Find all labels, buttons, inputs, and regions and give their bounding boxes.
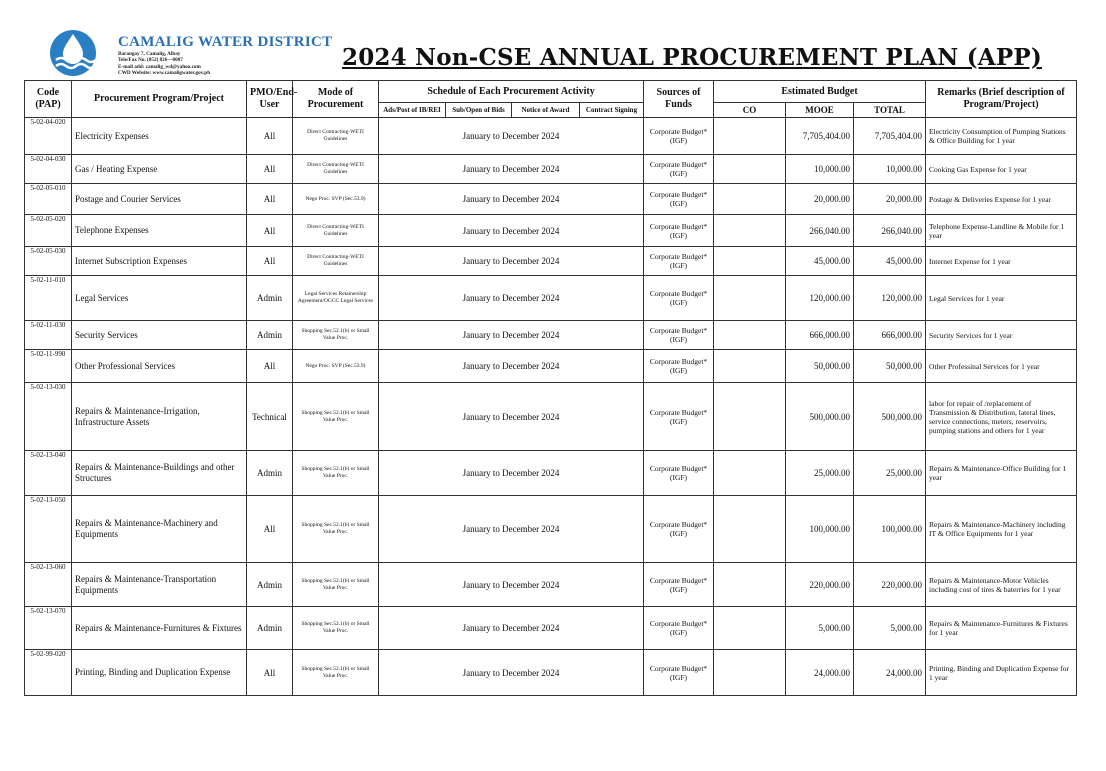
row-program: Telephone Expenses <box>72 215 247 247</box>
row-program: Repairs & Maintenance-Buildings and other Structures <box>72 451 247 496</box>
row-co <box>714 563 786 607</box>
row-source: Corporate Budget*(IGF) <box>644 247 714 276</box>
row-program: Electricity Expenses <box>72 118 247 155</box>
row-schedule: January to December 2024 <box>379 650 644 696</box>
document-title: 2024 Non-CSE ANNUAL PROCUREMENT PLAN (APP) <box>342 44 1042 71</box>
row-code: 5-02-13-050 <box>25 496 72 563</box>
header-budget: Estimated Budget <box>714 81 926 103</box>
table-row <box>25 184 1077 215</box>
header-sched-ads: Ads/Post of IB/REI <box>379 103 446 118</box>
row-pmo: Admin <box>247 321 293 350</box>
row-pmo: All <box>247 247 293 276</box>
row-pmo: All <box>247 496 293 563</box>
row-remarks: Repairs & Maintenance-Machinery including IT & Office Equipments for 1 year <box>926 496 1077 563</box>
row-pmo: All <box>247 118 293 155</box>
row-mooe: 266,040.00 <box>786 215 854 247</box>
row-mode: Shopping Sec.52.1(b) or Small Value Proc. <box>293 383 379 451</box>
row-pmo: Admin <box>247 607 293 650</box>
row-source: Corporate Budget*(IGF) <box>644 276 714 321</box>
row-total: 266,040.00 <box>854 215 926 247</box>
row-co <box>714 155 786 184</box>
row-schedule: January to December 2024 <box>379 350 644 383</box>
row-co <box>714 383 786 451</box>
row-source: Corporate Budget*(IGF) <box>644 607 714 650</box>
row-remarks: Repairs & Maintenance-Motor Vehicles including cost of tires & baterries for 1 year <box>926 563 1077 607</box>
row-program: Repairs & Maintenance-Furnitures & Fixtures <box>72 607 247 650</box>
org-email: E-mail add: camalig_wd@yahoo.com <box>118 63 201 70</box>
row-source: Corporate Budget*(IGF) <box>644 496 714 563</box>
row-program: Repairs & Maintenance-Transportation Equipments <box>72 563 247 607</box>
row-schedule: January to December 2024 <box>379 607 644 650</box>
header-sched-notice: Notice of Award <box>512 103 580 118</box>
row-schedule: January to December 2024 <box>379 383 644 451</box>
header-total: TOTAL <box>854 103 926 118</box>
row-total: 220,000.00 <box>854 563 926 607</box>
row-source: Corporate Budget*(IGF) <box>644 155 714 184</box>
table-row <box>25 383 1077 451</box>
row-remarks: Security Services for 1 year <box>926 321 1077 350</box>
table-row <box>25 247 1077 276</box>
row-remarks: labor for repair of /replacement of Transmission & Distribution, lateral lines, service connections, meters, reservoirs, pumping stations and others for 1 year <box>926 383 1077 451</box>
row-total: 7,705,404.00 <box>854 118 926 155</box>
row-program: Printing, Binding and Duplication Expense <box>72 650 247 696</box>
row-program: Postage and Courier Services <box>72 184 247 215</box>
row-total: 666,000.00 <box>854 321 926 350</box>
table-row <box>25 650 1077 696</box>
header-mooe: MOOE <box>786 103 854 118</box>
row-code: 5-02-05-010 <box>25 184 72 215</box>
row-co <box>714 118 786 155</box>
row-code: 5-02-04-020 <box>25 118 72 155</box>
row-mooe: 100,000.00 <box>786 496 854 563</box>
row-code: 5-02-13-040 <box>25 451 72 496</box>
row-code: 5-02-11-010 <box>25 276 72 321</box>
row-program: Security Services <box>72 321 247 350</box>
row-program: Repairs & Maintenance-Irrigation, Infrastructure Assets <box>72 383 247 451</box>
row-total: 45,000.00 <box>854 247 926 276</box>
row-code: 5-02-99-020 <box>25 650 72 696</box>
procurement-plan-table <box>24 80 1077 696</box>
row-mode: Direct Contracting-WETI Guidelines <box>293 215 379 247</box>
row-mode: Direct Contracting-WETI Guidelines <box>293 155 379 184</box>
row-mooe: 120,000.00 <box>786 276 854 321</box>
row-mooe: 24,000.00 <box>786 650 854 696</box>
row-total: 25,000.00 <box>854 451 926 496</box>
row-remarks: Legal Services for 1 year <box>926 276 1077 321</box>
row-source: Corporate Budget*(IGF) <box>644 321 714 350</box>
row-source: Corporate Budget*(IGF) <box>644 650 714 696</box>
row-pmo: Admin <box>247 451 293 496</box>
table-row <box>25 350 1077 383</box>
row-remarks: Repairs & Maintenance-Office Building for 1 year <box>926 451 1077 496</box>
row-pmo: Technical <box>247 383 293 451</box>
row-remarks: Repairs & Maintenance-Furnitures & Fixtures for 1 year <box>926 607 1077 650</box>
row-mooe: 50,000.00 <box>786 350 854 383</box>
row-program: Internet Subscription Expenses <box>72 247 247 276</box>
row-pmo: All <box>247 215 293 247</box>
row-total: 50,000.00 <box>854 350 926 383</box>
header-sched-contract: Contract Signing <box>580 103 644 118</box>
row-schedule: January to December 2024 <box>379 496 644 563</box>
row-program: Legal Services <box>72 276 247 321</box>
row-source: Corporate Budget*(IGF) <box>644 383 714 451</box>
row-code: 5-02-05-020 <box>25 215 72 247</box>
row-remarks: Cooking Gas Expense for 1 year <box>926 155 1077 184</box>
org-website: CWD Website: www.camaligwater.gov.ph <box>118 70 211 77</box>
table-row <box>25 276 1077 321</box>
row-remarks: Printing, Binding and Duplication Expense for 1 year <box>926 650 1077 696</box>
header-sources: Sources of Funds <box>644 81 714 118</box>
header-co: CO <box>714 103 786 118</box>
row-mooe: 45,000.00 <box>786 247 854 276</box>
row-program: Repairs & Maintenance-Machinery and Equipments <box>72 496 247 563</box>
row-pmo: Admin <box>247 563 293 607</box>
row-code: 5-02-11-990 <box>25 350 72 383</box>
row-mooe: 666,000.00 <box>786 321 854 350</box>
org-telefax: Tele/Fax No. (052) 826—0007 <box>118 57 183 64</box>
row-schedule: January to December 2024 <box>379 247 644 276</box>
row-co <box>714 276 786 321</box>
row-mode: Shopping Sec.52.1(b) or Small Value Proc. <box>293 650 379 696</box>
table-row <box>25 607 1077 650</box>
row-program: Gas / Heating Expense <box>72 155 247 184</box>
row-source: Corporate Budget*(IGF) <box>644 350 714 383</box>
row-code: 5-02-11-030 <box>25 321 72 350</box>
table-row <box>25 215 1077 247</box>
row-co <box>714 350 786 383</box>
row-co <box>714 247 786 276</box>
row-mode: Direct Contracting-WETI Guidelines <box>293 118 379 155</box>
row-total: 10,000.00 <box>854 155 926 184</box>
row-program: Other Professional Services <box>72 350 247 383</box>
row-code: 5-02-13-030 <box>25 383 72 451</box>
row-source: Corporate Budget*(IGF) <box>644 184 714 215</box>
row-schedule: January to December 2024 <box>379 321 644 350</box>
header-code: Code (PAP) <box>25 81 72 118</box>
row-mooe: 7,705,404.00 <box>786 118 854 155</box>
row-mooe: 5,000.00 <box>786 607 854 650</box>
row-pmo: All <box>247 184 293 215</box>
row-pmo: Admin <box>247 276 293 321</box>
table-row <box>25 321 1077 350</box>
row-mode: Shopping Sec.52.1(b) or Small Value Proc. <box>293 451 379 496</box>
table-row <box>25 496 1077 563</box>
header-remarks: Remarks (Brief description of Program/Project) <box>926 81 1077 118</box>
row-mode: Nego Proc. SVP (Sec.53.9) <box>293 184 379 215</box>
table-row <box>25 118 1077 155</box>
row-schedule: January to December 2024 <box>379 215 644 247</box>
row-pmo: All <box>247 650 293 696</box>
row-mooe: 25,000.00 <box>786 451 854 496</box>
row-schedule: January to December 2024 <box>379 276 644 321</box>
org-name: CAMALIG WATER DISTRICT <box>118 34 333 50</box>
row-schedule: January to December 2024 <box>379 451 644 496</box>
row-remarks: Internet Expense for 1 year <box>926 247 1077 276</box>
table-row <box>25 155 1077 184</box>
row-mode: Shopping Sec.52.1(b) or Small Value Proc. <box>293 321 379 350</box>
row-co <box>714 496 786 563</box>
row-mooe: 220,000.00 <box>786 563 854 607</box>
row-schedule: January to December 2024 <box>379 155 644 184</box>
row-code: 5-02-13-070 <box>25 607 72 650</box>
row-pmo: All <box>247 155 293 184</box>
row-co <box>714 451 786 496</box>
row-source: Corporate Budget*(IGF) <box>644 118 714 155</box>
row-schedule: January to December 2024 <box>379 563 644 607</box>
document-header <box>0 0 1106 80</box>
row-mode: Legal Services Retainership Agreement/OGCC Legal Services <box>293 276 379 321</box>
row-remarks: Telephone Expense-Landline & Mobile for 1 year <box>926 215 1077 247</box>
row-mooe: 20,000.00 <box>786 184 854 215</box>
header-pmo: PMO/End-User <box>247 81 293 118</box>
row-co <box>714 321 786 350</box>
row-co <box>714 607 786 650</box>
row-code: 5-02-05-030 <box>25 247 72 276</box>
row-schedule: January to December 2024 <box>379 184 644 215</box>
header-program: Procurement Program/Project <box>72 81 247 118</box>
row-source: Corporate Budget*(IGF) <box>644 451 714 496</box>
row-total: 24,000.00 <box>854 650 926 696</box>
row-total: 100,000.00 <box>854 496 926 563</box>
row-co <box>714 650 786 696</box>
header-mode: Mode of Procurement <box>293 81 379 118</box>
row-co <box>714 184 786 215</box>
row-mode: Nego Proc. SVP (Sec.53.9) <box>293 350 379 383</box>
header-sched-sub: Sub/Open of Bids <box>446 103 512 118</box>
row-total: 500,000.00 <box>854 383 926 451</box>
row-mode: Shopping Sec.52.1(b) or Small Value Proc. <box>293 607 379 650</box>
row-total: 120,000.00 <box>854 276 926 321</box>
row-mode: Direct Contracting-WETI Guidelines <box>293 247 379 276</box>
row-source: Corporate Budget*(IGF) <box>644 563 714 607</box>
water-district-logo-icon <box>48 28 98 78</box>
row-remarks: Postage & Deliveries Expense for 1 year <box>926 184 1077 215</box>
row-remarks: Electricity Consumption of Pumping Stations & Office Building for 1 year <box>926 118 1077 155</box>
org-address: Barangay 7, Camalig, Albay <box>118 51 181 57</box>
row-code: 5-02-13-060 <box>25 563 72 607</box>
header-schedule: Schedule of Each Procurement Activity <box>379 81 644 103</box>
row-source: Corporate Budget*(IGF) <box>644 215 714 247</box>
row-total: 5,000.00 <box>854 607 926 650</box>
row-remarks: Other Professinal Services for 1 year <box>926 350 1077 383</box>
row-mode: Shopping Sec.52.1(b) or Small Value Proc. <box>293 496 379 563</box>
table-row <box>25 451 1077 496</box>
row-code: 5-02-04-030 <box>25 155 72 184</box>
table-row <box>25 563 1077 607</box>
row-co <box>714 215 786 247</box>
row-schedule: January to December 2024 <box>379 118 644 155</box>
row-total: 20,000.00 <box>854 184 926 215</box>
org-info <box>118 34 332 77</box>
row-mode: Shopping Sec.52.1(b) or Small Value Proc. <box>293 563 379 607</box>
row-mooe: 500,000.00 <box>786 383 854 451</box>
row-pmo: All <box>247 350 293 383</box>
row-mooe: 10,000.00 <box>786 155 854 184</box>
